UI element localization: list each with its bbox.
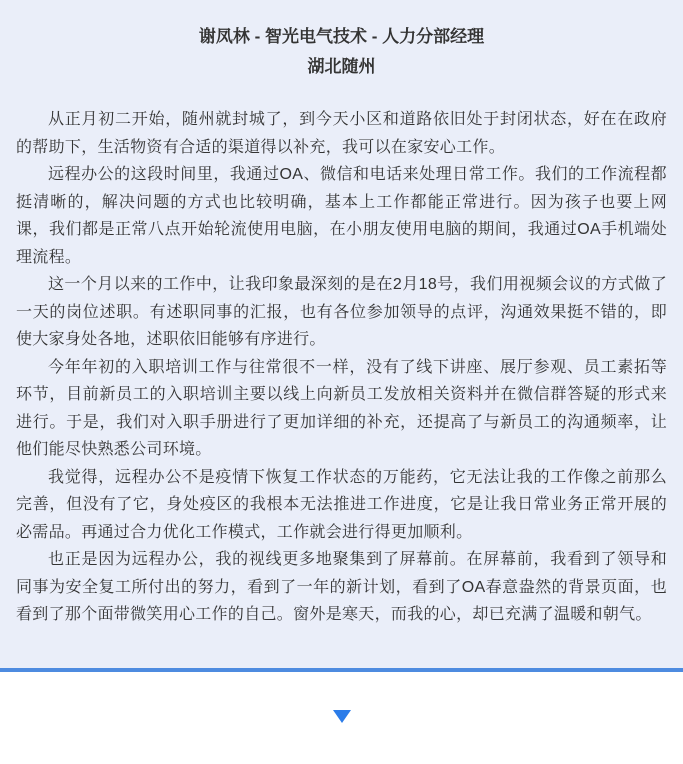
paragraph-6: 也正是因为远程办公，我的视线更多地聚集到了屏幕前。在屏幕前，我看到了领导和同事为安全复工所付出的努力，看到了一年的新计划，看到了OA春意盎然的背景页面，也看到了那个面带微笑用心工作的自己。窗外是寒天，而我的心，却已充满了温暖和朝气。 [16,551,667,623]
paragraph-4: 今年年初的入职培训工作与往常很不一样，没有了线下讲座、展厅参观、员工素拓等环节，目前新员工的入职培训主要以线上向新员工发放相关资料并在微信群答疑的形式来进行。于是，我们对入职手册进行了更加详细的补充，还提高了与新员工的沟通频率，让他们能尽快熟悉公司环境。 [16,358,667,458]
footer [0,672,683,760]
article-body [16,106,667,629]
paragraph-2: 远程办公的这段时间里，我通过OA、微信和电话来处理日常工作。我们的工作流程都挺清晰的，解决问题的方式也比较明确，基本上工作都能正常进行。因为孩子也要上网课，我们都是正常八点开始轮流使用电脑，在小朋友使用电脑的期间，我通过OA手机端处理流程。 [16,166,667,266]
paragraph-3: 这一个月以来的工作中，让我印象最深刻的是在2月18号，我们用视频会议的方式做了一天的岗位述职。有述职同事的汇报，也有各位参加领导的点评，沟通效果挺不错的，即使大家身处各地，述职依旧能够有序进行。 [16,276,667,348]
article-location: 湖北随州 [307,57,376,76]
paragraph-1: 从正月初二开始，随州就封城了，到今天小区和道路依旧处于封闭状态，好在在政府的帮助下，生活物资有合适的渠道得以补充，我可以在家安心工作。 [16,111,667,156]
paragraph-5: 我觉得，远程办公不是疫情下恢复工作状态的万能药，它无法让我的工作像之前那么完善，但没有了它，身处疫区的我根本无法推进工作进度，它是让我日常业务正常开展的必需品。再通过合力优化工作模式，工作就会进行得更加顺利。 [16,468,667,541]
expand-more-icon[interactable] [333,710,351,723]
article-title: 谢凤林 - 智光电气技术 - 人力分部经理 [198,27,485,46]
